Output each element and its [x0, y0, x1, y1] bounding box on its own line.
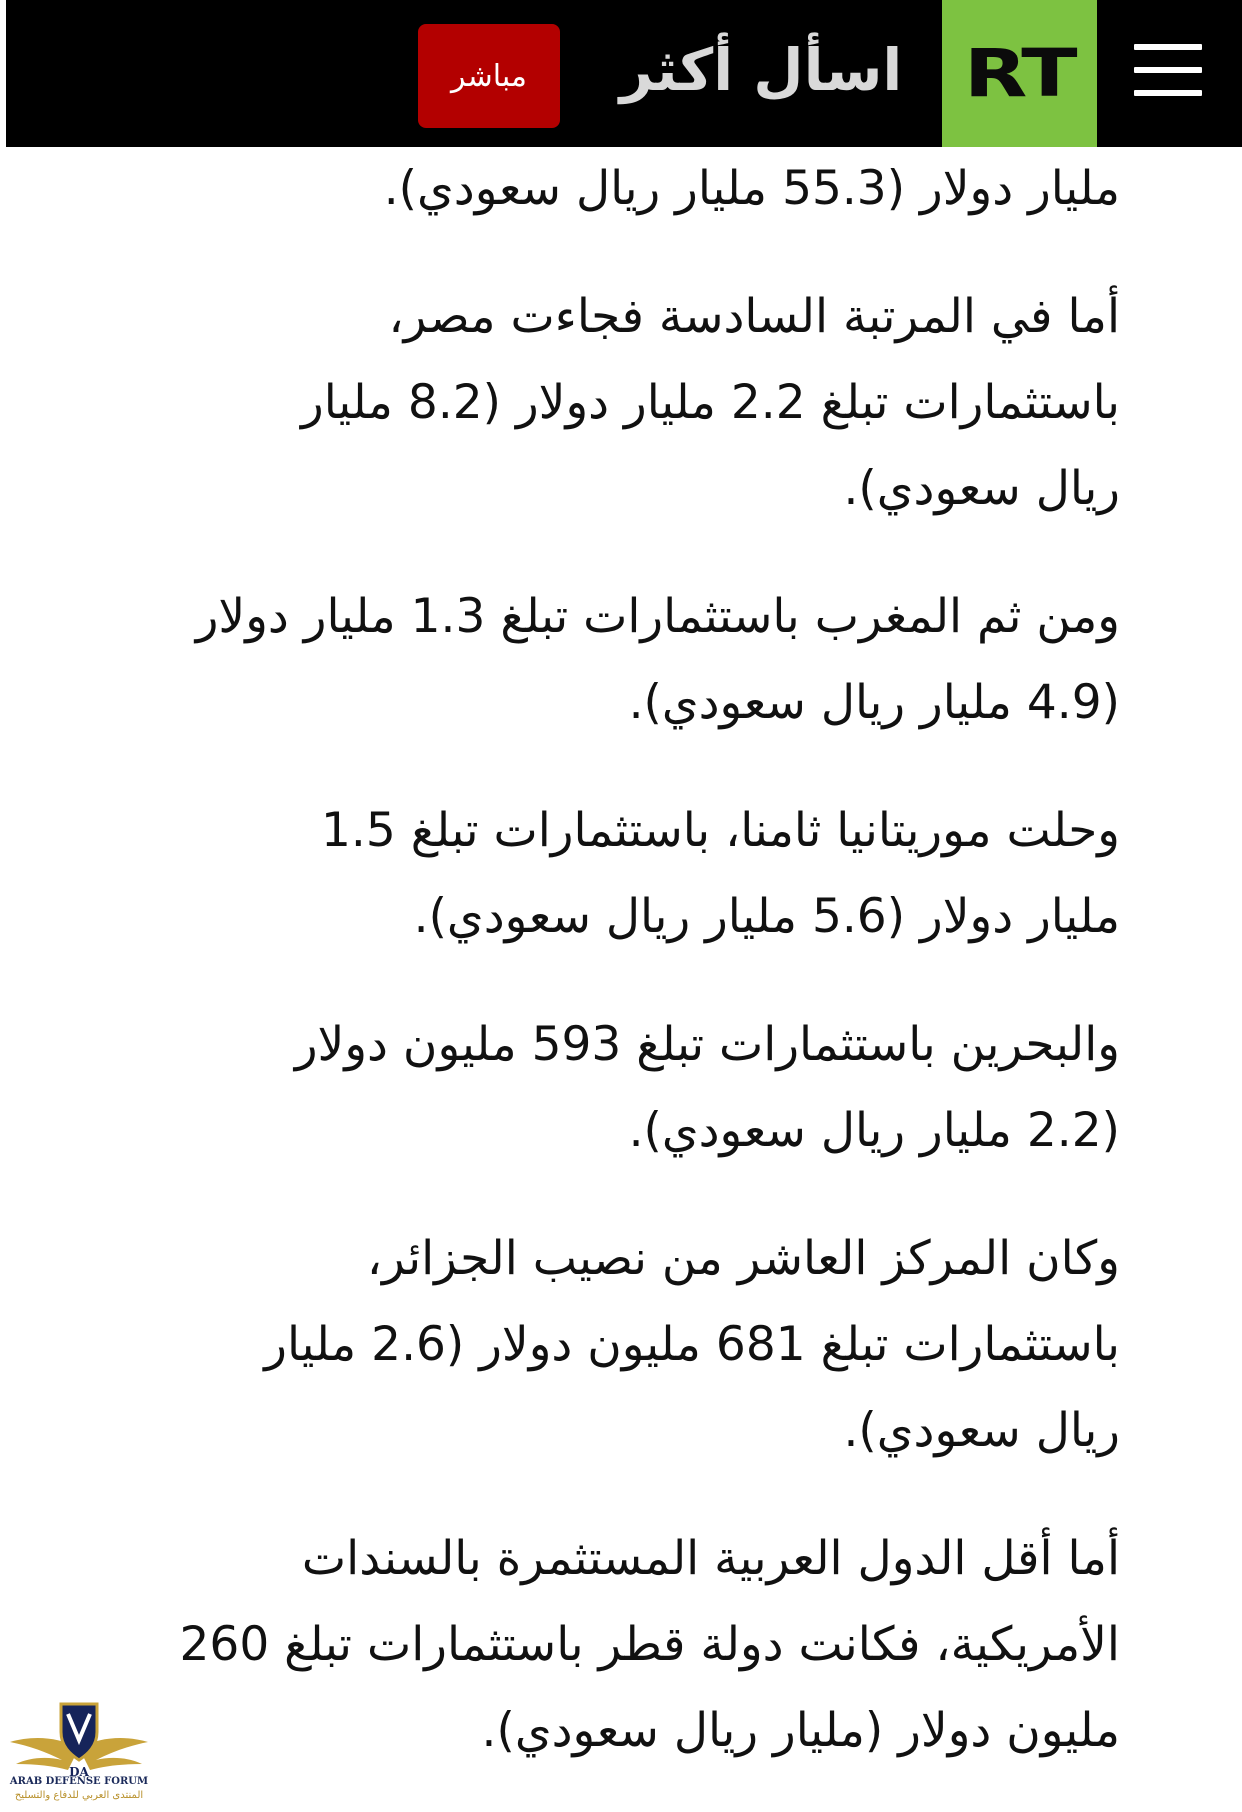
svg-text:DA: DA	[69, 1765, 89, 1778]
article-paragraph: مليار دولار (55.3 مليار ريال سعودي).	[383, 161, 1120, 216]
watermark-subtitle: المنتدى العربي للدفاع والتسليح	[14, 1790, 144, 1801]
article-paragraph: ومن ثم المغرب باستثمارات تبلغ 1.3 مليار دولار (4.9 مليار ريال سعودي).	[195, 589, 1120, 730]
forum-watermark	[6, 1696, 152, 1806]
article-paragraph: وحلت موريتانيا ثامنا، باستثمارات تبلغ 1.5 مليار دولار (5.6 مليار ريال سعودي).	[321, 803, 1120, 944]
top-navigation-bar	[6, 0, 1242, 147]
winged-shield-icon	[6, 1696, 152, 1778]
hamburger-menu-icon[interactable]	[1134, 44, 1202, 96]
site-tagline: اسأل أكثر	[619, 36, 903, 104]
live-button[interactable]: مباشر	[418, 24, 560, 128]
rt-logo[interactable]	[942, 0, 1097, 147]
article-paragraph: أما أقل الدول العربية المستثمرة بالسندات الأمريكية، فكانت دولة قطر باستثمارات تبلغ 260 مليون دولار (مليار ريال سعودي).	[179, 1531, 1120, 1758]
menu-bar-line	[1134, 90, 1202, 96]
article-paragraph: والبحرين باستثمارات تبلغ 593 مليون دولار (2.2 مليار ريال سعودي).	[294, 1017, 1120, 1158]
article-paragraph: أما في المرتبة السادسة فجاءت مصر، باستثمارات تبلغ 2.2 مليار دولار (8.2 مليار ريال سعودي).	[301, 289, 1120, 516]
article-body	[100, 146, 1120, 1812]
rt-logo-text: RT	[963, 34, 1076, 112]
menu-bar-line	[1134, 67, 1202, 73]
watermark-title: ARAB DEFENSE FORUM	[9, 1776, 149, 1787]
article-paragraph: وكان المركز العاشر من نصيب الجزائر، باستثمارات تبلغ 681 مليون دولار (2.6 مليار ريال سعودي).	[264, 1231, 1120, 1458]
menu-bar-line	[1134, 44, 1202, 50]
